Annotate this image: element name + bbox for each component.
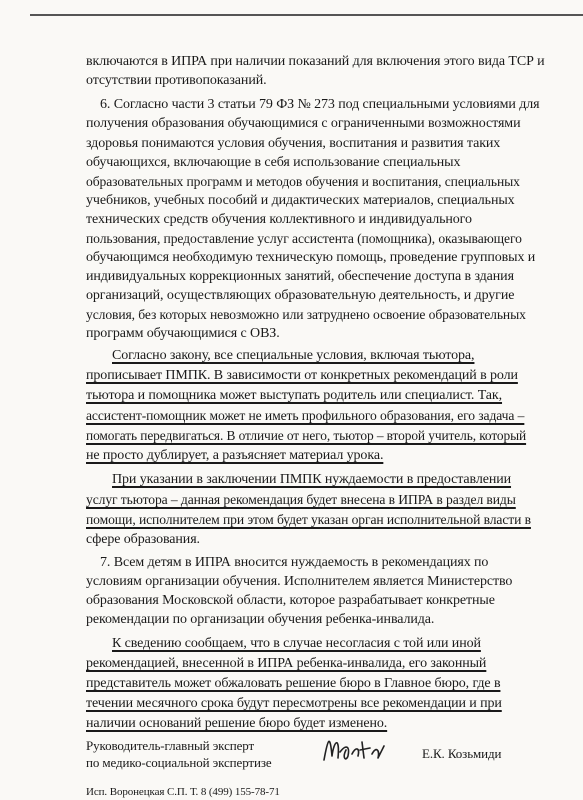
- text-line: индивидуальных коррекционных занятий, обеспечение доступа в здания: [86, 269, 514, 284]
- signer-title-2: по медико-социальной экспертизе: [86, 755, 272, 770]
- text-line: образования Московской области, которое разрабатывает конкретные: [86, 593, 495, 608]
- text-line: организаций, осуществляющих образовательную деятельность, и другие: [86, 288, 515, 303]
- text-line: включаются в ИПРА при наличии показаний для включения этого вида ТСР и: [86, 54, 545, 69]
- text-line: условиям организации обучения. Исполнителем является Министерство: [86, 574, 513, 589]
- underlined-line: К сведению сообщаем, что в случае несогласия с той или иной: [112, 636, 481, 651]
- text-line: рекомендации по организации обучения ребенка-инвалида.: [86, 612, 435, 627]
- text-line: отсутствии противопоказаний.: [86, 73, 267, 88]
- underlined-line: помогать передвигаться. В отличие от него, тьютор – второй учитель, который: [86, 428, 527, 443]
- underlined-line: рекомендацией, внесенной в ИПРА ребенка-инвалида, его законный: [86, 656, 487, 671]
- underlined-line: не просто дублирует, а разъясняет материал урока.: [86, 448, 384, 463]
- underlined-line: услуг тьютора – данная рекомендация будет внесена в ИПРА в раздел виды: [86, 492, 516, 507]
- signer-name: Е.К. Козьмиди: [422, 746, 502, 761]
- text-line: технических средств обучения коллективного и индивидуального: [86, 212, 472, 227]
- top-edge-line: [30, 14, 583, 16]
- signer-title-1: Руководитель-главный эксперт: [86, 738, 255, 753]
- underlined-line: представитель может обжаловать решение бюро в Главное бюро, где в: [86, 676, 501, 691]
- underlined-line: прописывает ПМПК. В зависимости от конкретных рекомендаций в роли: [86, 368, 518, 383]
- underlined-line: Согласно закону, все специальные условия, включая тьютора,: [112, 348, 475, 363]
- text-line: условия, без которых невозможно или затруднено освоение образовательных: [86, 307, 526, 322]
- text-line: получения образования обучающимися с ограниченными возможностями: [86, 116, 521, 131]
- text-line: обучающихся, включающие в себя использование специальных: [86, 155, 461, 170]
- text-line: 6. Согласно части 3 статьи 79 ФЗ № 273 под специальными условиями для: [100, 97, 540, 112]
- text-line: обучающимся необходимую техническую помощь, проведение групповых и: [86, 250, 536, 265]
- underlined-line: течении месячного срока будут пересмотрены все рекомендации и при: [86, 696, 502, 711]
- underlined-line: наличии оснований решение бюро будет изменено.: [86, 716, 388, 731]
- text-line: пользования, предоставление услуг ассистента (помощника), оказывающего: [86, 231, 522, 246]
- text-line: учебников, учебных пособий и дидактических материалов, специальных: [86, 193, 515, 208]
- text-line: 7. Всем детям в ИПРА вносится нуждаемость в рекомендациях по: [100, 555, 489, 570]
- underlined-line: тьютора и помощника может выступать родитель или специалист. Так,: [86, 388, 503, 403]
- underlined-line: При указании в заключении ПМПК нуждаемости в предоставлении: [112, 472, 512, 487]
- text-line: сфере образования.: [86, 532, 200, 547]
- executor-footer: Исп. Воронецкая С.П. Т. 8 (499) 155-78-71: [86, 786, 280, 798]
- text-line: образовательных программ и методов обучения и воспитания, специальных: [86, 174, 520, 189]
- underlined-line: ассистент-помощник может не иметь профильного образования, его задача –: [86, 408, 525, 423]
- text-line: программ обучающимися с ОВЗ.: [86, 326, 280, 341]
- text-line: здоровья понимаются условия обучения, воспитания и развития таких: [86, 136, 501, 151]
- underlined-line: помощи, исполнителем при этом будет указан орган исполнительной власти в: [86, 512, 531, 527]
